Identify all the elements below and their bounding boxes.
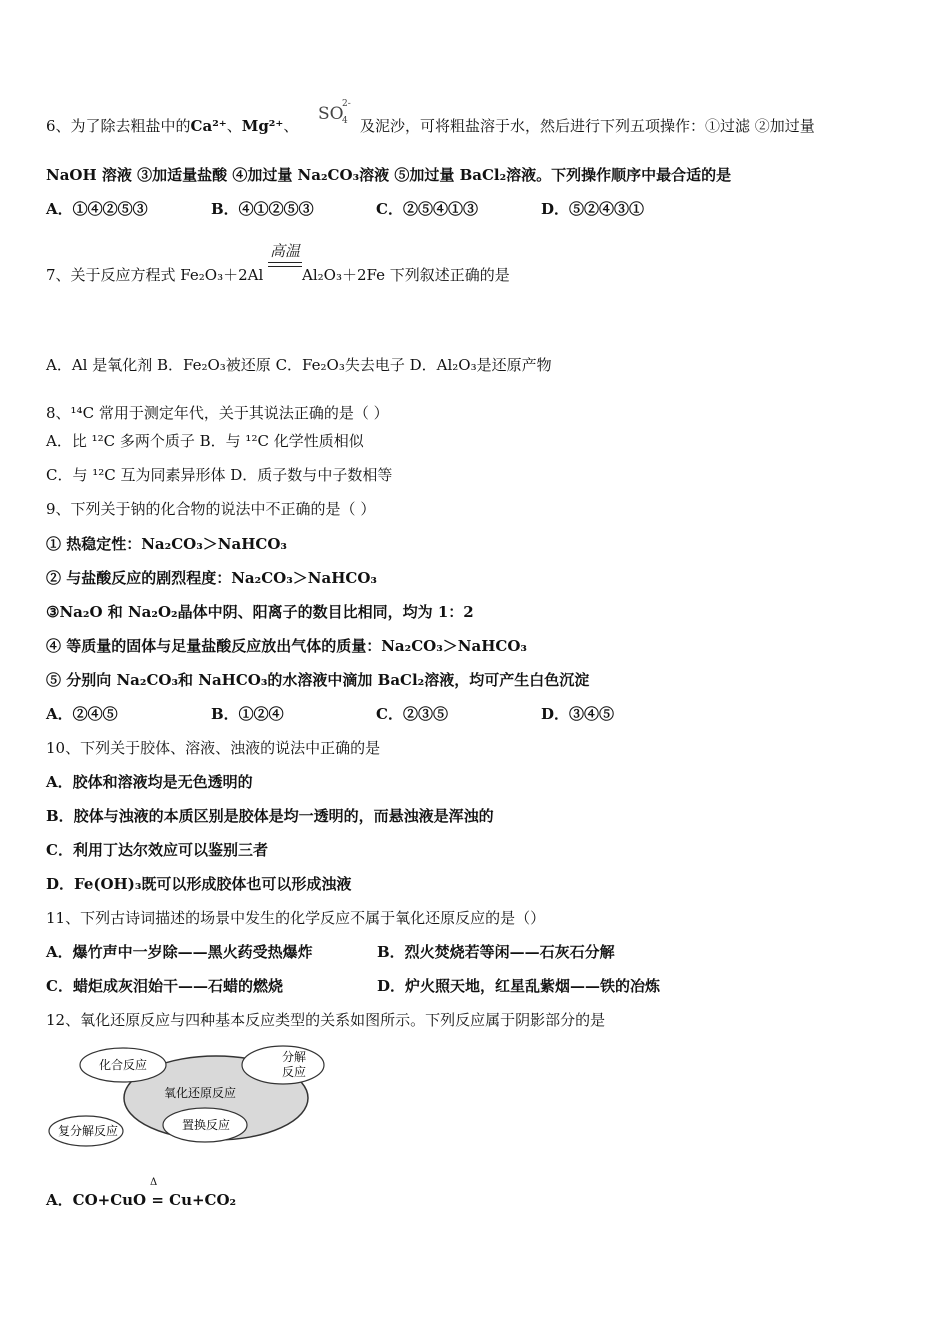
replacement-label: 置换反应 [181,1118,231,1132]
q10-option-d: D．Fe(OH)₃既可以形成胶体也可以形成浊液 [46,875,352,893]
q7-equals-bar-top [268,262,302,263]
q6-text-b: 及泥沙，可将粗盐溶于水，然后进行下列五项操作：①过滤 ②加过量 [360,117,815,135]
q11-options-row1 [46,942,615,962]
q7-text-b: Al₂O₃＋2Fe 下列叙述正确的是 [302,266,510,284]
q12-stem: 12、氧化还原反应与四种基本反应类型的关系如图所示。下列反应属于阴影部分的是 [46,1011,606,1029]
q9-statement-4: ④ 等质量的固体与足量盐酸反应放出气体的质量：Na₂CO₃＞NaHCO₃ [46,637,527,655]
q9-statement-2: ② 与盐酸反应的剧烈程度：Na₂CO₃＞NaHCO₃ [46,569,377,587]
q7-condition: 高温 [270,242,301,260]
q6-option-b: B．④①②⑤③ [211,200,314,218]
q7-options: A．Al 是氧化剂 B．Fe₂O₃被还原 C．Fe₂O₃失去电子 D．Al₂O₃是还原产物 [46,356,552,374]
q6-mg-ion: Mg²⁺ [241,117,284,135]
q9-statement-1: ① 热稳定性：Na₂CO₃＞NaHCO₃ [46,535,287,553]
q11-option-d: D．炉火照天地，红星乱紫烟——铁的冶炼 [377,977,661,995]
q6-line1 [46,116,298,136]
q6-sulfate-ion [318,99,351,126]
q9-option-a: A．②④⑤ [46,705,118,723]
q12-option-a: A．CO+CuO = Cu+CO₂ [46,1191,237,1209]
q6-line2: NaOH 溶液 ③加适量盐酸 ④加过量 Na₂CO₃溶液 ⑤加过量 BaCl₂溶液。下列操作顺序中最合适的是 [46,166,732,184]
decomposition-label-2: 反应 [281,1065,307,1079]
q10-option-b: B．胶体与浊液的本质区别是胶体是均一透明的，而悬浊液是浑浊的 [46,807,494,825]
q11-option-a: A．爆竹声中一岁除——黑火药受热爆炸 [46,943,313,961]
q9-option-d: D．③④⑤ [541,705,615,723]
q9-option-c: C．②③⑤ [376,705,448,723]
q6-so4-base: SO [318,104,344,124]
q6-so4-charge: 2- [342,99,351,109]
q11-stem: 11、下列古诗词描述的场景中发生的化学反应不属于氧化还原反应的是（） [46,909,546,927]
q6-so4-sub: 4 [342,116,348,126]
q10-option-a: A．胶体和溶液均是无色透明的 [46,773,253,791]
q10-stem: 10、下列关于胶体、溶液、浊液的说法中正确的是 [46,739,381,757]
q6-options [46,199,644,219]
q8-options-row2: C．与 ¹²C 互为同素异形体 D．质子数与中子数相等 [46,466,393,484]
q9-options [46,704,614,724]
q9-statement-3: ③Na₂O 和 Na₂O₂晶体中阴、阳离子的数目比相同，均为 1：2 [46,603,474,621]
q12-heat-symbol: Δ [150,1177,158,1188]
q9-option-b: B．①②④ [211,705,284,723]
q6-option-c: C．②⑤④①③ [376,200,478,218]
q11-options-row2 [46,976,660,996]
q11-option-b: B．烈火焚烧若等闲——石灰石分解 [377,943,615,961]
q11-option-c: C．蜡炬成灰泪始干——石蜡的燃烧 [46,977,283,995]
q7-equals-bar-bottom [268,266,302,267]
reaction-types-diagram [46,1040,336,1155]
q8-stem: 8、¹⁴C 常用于测定年代，关于其说法正确的是（ ） [46,404,389,422]
decomposition-label-1: 分解 [281,1050,307,1064]
q9-stem: 9、下列关于钠的化合物的说法中不正确的是（ ） [46,500,376,518]
q6-option-a: A．①④②⑤③ [46,200,148,218]
q8-options-row1: A．比 ¹²C 多两个质子 B．与 ¹²C 化学性质相似 [46,432,364,450]
q7-text-a: 7、关于反应方程式 Fe₂O₃＋2Al [46,266,264,284]
combination-label: 化合反应 [98,1058,148,1072]
q10-option-c: C．利用丁达尔效应可以鉴别三者 [46,841,268,859]
q6-sep1: 、 [226,117,242,135]
redox-label: 氧化还原反应 [163,1086,237,1100]
q6-option-d: D．⑤②④③① [541,200,645,218]
q6-ca-ion: Ca²⁺ [190,117,227,135]
q6-text-a: 6、为了除去粗盐中的 [46,117,191,135]
q6-sep2: 、 [283,117,299,135]
double-displacement-label: 复分解反应 [57,1124,119,1138]
q9-statement-5: ⑤ 分别向 Na₂CO₃和 NaHCO₃的水溶液中滴加 BaCl₂溶液，均可产生白色沉淀 [46,671,590,689]
